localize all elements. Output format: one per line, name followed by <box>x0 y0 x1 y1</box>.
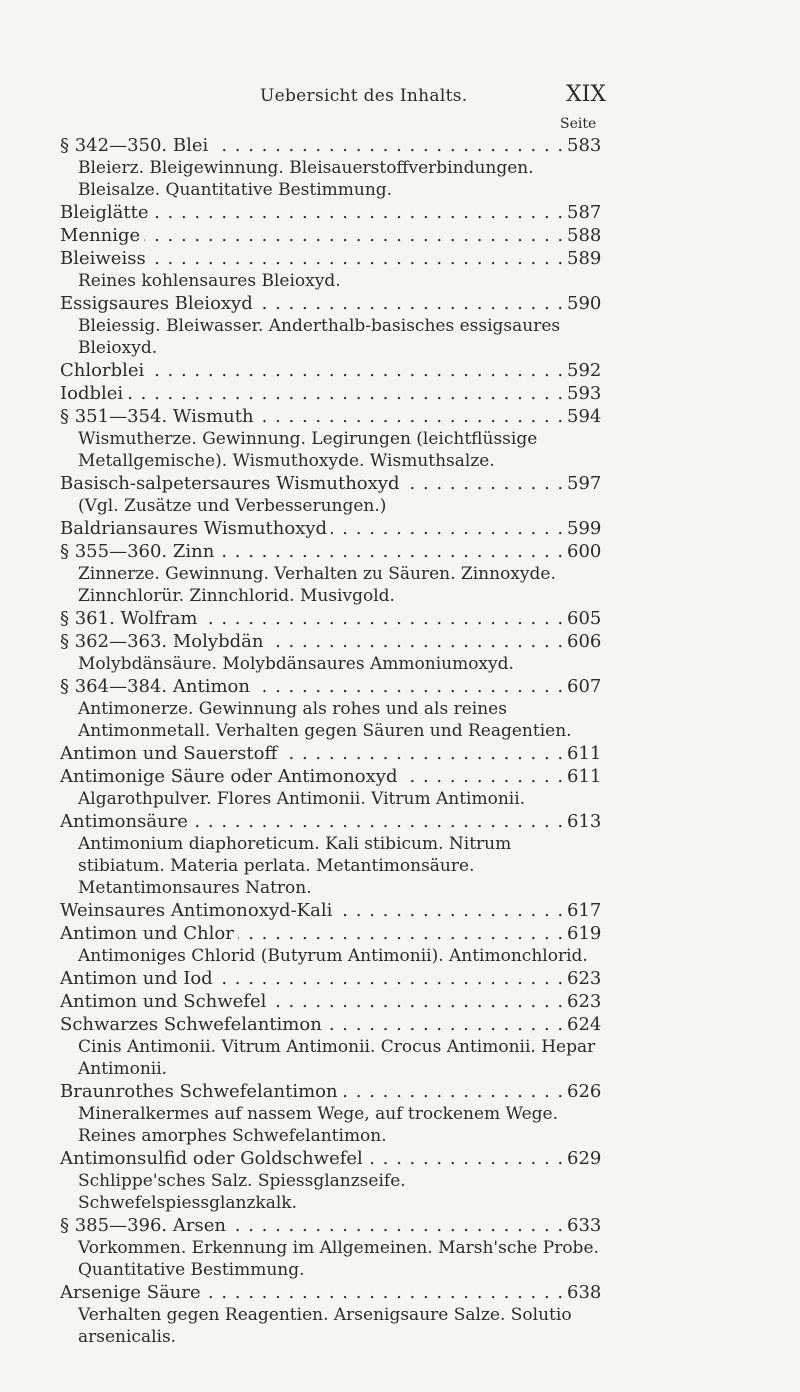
toc-entry-page: 623 <box>563 967 607 990</box>
seite-label: Seite <box>560 116 597 132</box>
toc-entry-title: Antimon und Chlor <box>60 923 238 944</box>
toc-entry-title: § 385—396. Arsen <box>60 1215 230 1236</box>
toc-entry-page: 607 <box>563 675 607 698</box>
toc-entry-page: 623 <box>563 990 607 1013</box>
toc-entry-title: § 351—354. Wismuth <box>60 406 258 427</box>
toc-entry <box>0 517 800 540</box>
toc-entry-page: 619 <box>563 922 607 945</box>
toc-entry-page: 605 <box>563 607 607 630</box>
toc-entry-title: Essigsaures Bleioxyd <box>60 293 257 314</box>
toc-entry-page: 588 <box>563 224 607 247</box>
toc-entry-page: 587 <box>563 201 607 224</box>
toc-entry-page: 589 <box>563 247 607 270</box>
toc-entry-title: § 355—360. Zinn <box>60 541 218 562</box>
toc-entry-page: 600 <box>563 540 607 563</box>
toc-entry-description: Zinnerze. Gewinnung. Verhalten zu Säuren. Zinnoxyde. Zinnchlorür. Zinnchlorid. Musivgold. <box>78 564 556 606</box>
page-number: XIX <box>566 82 607 107</box>
toc-entry-page: 599 <box>563 517 607 540</box>
toc-entry-page: 626 <box>563 1080 607 1103</box>
toc-entry-description: Reines kohlensaures Bleioxyd. <box>78 271 341 291</box>
toc-entry-description: Bleiessig. Bleiwasser. Anderthalb-basisches essigsaures Bleioxyd. <box>78 316 561 358</box>
toc-entry <box>0 472 800 495</box>
running-title: Uebersicht des Inhalts. <box>260 86 468 106</box>
toc-entry <box>0 1080 800 1103</box>
toc-entry-description: Bleierz. Bleigewinnung. Bleisauerstoffverbindungen. Bleisalze. Quantitative Bestimmung. <box>78 158 534 200</box>
toc-entry-title: § 361. Wolfram <box>60 608 201 629</box>
toc-entry-description: Mineralkermes auf nassem Wege, auf trockenem Wege. Reines amorphes Schwefelantimon. <box>78 1104 559 1146</box>
toc-entry-title: Schwarzes Schwefelantimon <box>60 1014 326 1035</box>
toc-entry-title: Braunrothes Schwefelantimon <box>60 1081 342 1102</box>
toc-entry <box>0 1013 800 1036</box>
toc-entry <box>0 607 800 630</box>
toc-entry <box>0 201 800 224</box>
toc-entry-title: Antimonige Säure oder Antimonoxyd <box>60 766 401 787</box>
toc-entry-description: Cinis Antimonii. Vitrum Antimonii. Crocus Antimonii. Hepar Antimonii. <box>78 1037 596 1079</box>
toc-entry-page: 594 <box>563 405 607 428</box>
toc-entry-title: Mennige <box>60 225 144 246</box>
toc-entry-description: Molybdänsäure. Molybdänsaures Ammoniumoxyd. <box>78 654 514 674</box>
toc-entry-title: Weinsaures Antimonoxyd-Kali <box>60 900 336 921</box>
toc-entry <box>0 292 800 315</box>
toc-entry-page: 606 <box>563 630 607 653</box>
toc-entry-title: Antimonsäure <box>60 811 192 832</box>
toc-entry-page: 624 <box>563 1013 607 1036</box>
toc-entry-page: 583 <box>563 134 607 157</box>
toc-entry <box>0 540 800 563</box>
toc-entry-description: Wismutherze. Gewinnung. Legirungen (leichtflüssige Metallgemische). Wismuthoxyde. Wismuthsalze. <box>78 429 538 471</box>
toc-entry-page: 597 <box>563 472 607 495</box>
toc-entry <box>0 675 800 698</box>
toc-entry-title: Bleiweiss <box>60 248 150 269</box>
toc-entry-page: 592 <box>563 359 607 382</box>
toc-entry <box>0 224 800 247</box>
toc-entry-page: 613 <box>563 810 607 833</box>
toc-entry <box>0 359 800 382</box>
toc-entry-title: Iodblei <box>60 383 127 404</box>
toc-entry-title: § 342—350. Blei <box>60 135 212 156</box>
toc-entry-page: 611 <box>563 742 607 765</box>
toc-entry-title: § 362—363. Molybdän <box>60 631 267 652</box>
toc-entry-description: Antimonium diaphoreticum. Kali stibicum. Nitrum stibiatum. Materia perlata. Metantimonsäure. Metantimonsaures Natron. <box>78 834 512 898</box>
toc-entry <box>0 630 800 653</box>
toc-entry <box>0 1281 800 1304</box>
toc-entry-page: 633 <box>563 1214 607 1237</box>
toc-entry-page: 629 <box>563 1147 607 1170</box>
toc-entry-title: Antimon und Schwefel <box>60 991 270 1012</box>
toc-entry-description: Vorkommen. Erkennung im Allgemeinen. Marsh'sche Probe. Quantitative Bestimmung. <box>78 1238 599 1280</box>
toc-entry-description: Antimonerze. Gewinnung als rohes und als reines Antimonmetall. Verhalten gegen Säuren und Reagentien. <box>78 699 572 741</box>
toc-entry-title: Antimonsulfid oder Goldschwefel <box>60 1148 367 1169</box>
toc-entry-page: 611 <box>563 765 607 788</box>
toc-entry-description: Algarothpulver. Flores Antimonii. Vitrum Antimonii. <box>78 789 526 809</box>
toc-entry-page: 638 <box>563 1281 607 1304</box>
toc-entry <box>0 742 800 765</box>
toc-entry-title: Bleiglätte <box>60 202 153 223</box>
toc-entry-title: Baldriansaures Wismuthoxyd <box>60 518 331 539</box>
toc-entry <box>0 1147 800 1170</box>
toc-entry <box>0 134 800 157</box>
table-of-contents <box>0 134 800 1348</box>
toc-entry-description: Antimoniges Chlorid (Butyrum Antimonii). Antimonchlorid. <box>78 946 588 966</box>
toc-entry-page: 593 <box>563 382 607 405</box>
toc-entry-title: Antimon und Sauerstoff <box>60 743 281 764</box>
toc-entry <box>0 247 800 270</box>
toc-entry <box>0 405 800 428</box>
toc-entry-title: Chlorblei <box>60 360 148 381</box>
toc-entry-description: Schlippe'sches Salz. Spiessglanzseife. Schwefelspiessglanzkalk. <box>78 1171 406 1213</box>
toc-entry-description: (Vgl. Zusätze und Verbesserungen.) <box>78 496 387 516</box>
toc-entry-title: Arsenige Säure <box>60 1282 205 1303</box>
toc-entry <box>0 990 800 1013</box>
toc-entry-title: § 364—384. Antimon <box>60 676 254 697</box>
toc-entry <box>0 382 800 405</box>
toc-entry <box>0 899 800 922</box>
toc-entry-description: Verhalten gegen Reagentien. Arsenigsaure Salze. Solutio arsenicalis. <box>78 1305 572 1347</box>
toc-entry-page: 617 <box>563 899 607 922</box>
toc-entry-title: Basisch-salpetersaures Wismuthoxyd <box>60 473 403 494</box>
toc-entry <box>0 967 800 990</box>
page-header <box>0 82 800 116</box>
toc-entry-page: 590 <box>563 292 607 315</box>
toc-entry-title: Antimon und Iod <box>60 968 217 989</box>
toc-entry <box>0 810 800 833</box>
toc-entry <box>0 765 800 788</box>
toc-entry <box>0 922 800 945</box>
toc-entry <box>0 1214 800 1237</box>
